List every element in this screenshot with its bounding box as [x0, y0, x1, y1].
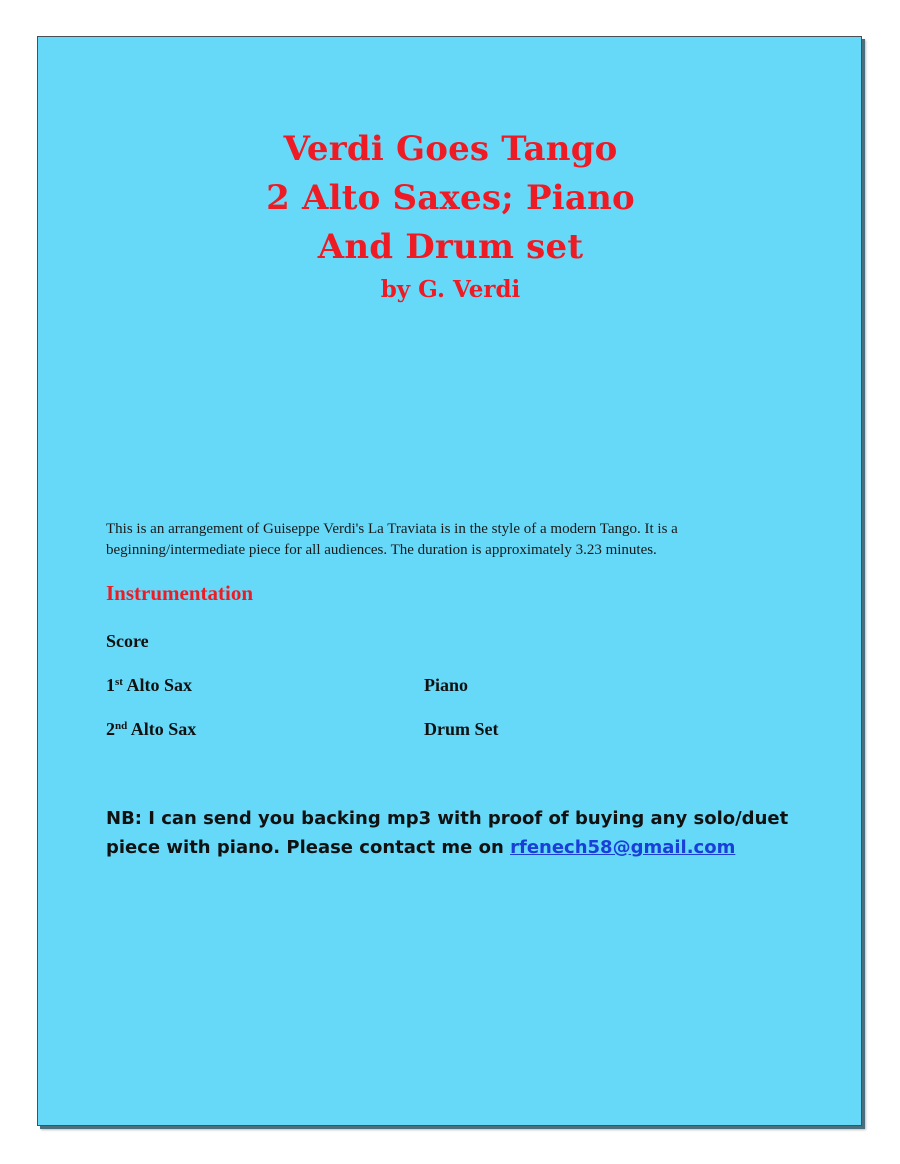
instrument-second-alto-sax: [106, 719, 196, 740]
first-alto-label: Alto Sax: [122, 675, 192, 695]
title-block: [38, 125, 863, 308]
instrument-first-alto-sax: [106, 675, 192, 696]
title-line-3: And Drum set: [317, 227, 584, 267]
instrumentation-heading: Instrumentation: [106, 581, 254, 605]
title-line-2: 2 Alto Saxes; Piano: [266, 178, 635, 218]
description-paragraph: This is an arrangement of Guiseppe Verdi's La Traviata is in the style of a modern Tango. It is a beginning/intermediate piece for all audiences. The duration is approximately 3.23 minutes.: [106, 521, 678, 558]
note-text: NB: I can send you backing mp3 with proof of buying any solo/duet piece with piano. Please contact me on: [106, 808, 789, 858]
composer-byline: by G. Verdi: [380, 276, 521, 303]
instrument-score: Score: [106, 631, 149, 651]
email-link[interactable]: rfenech58@gmail.com: [510, 837, 736, 858]
second-alto-number: 2: [106, 719, 115, 739]
title-line-1: Verdi Goes Tango: [283, 129, 618, 169]
second-alto-ordinal: nd: [115, 720, 128, 732]
backing-track-note: [106, 804, 826, 862]
instrument-piano: Piano: [424, 675, 469, 695]
cover-page: [37, 36, 862, 1126]
instrument-drum-set: Drum Set: [424, 719, 499, 739]
first-alto-number: 1: [106, 675, 115, 695]
first-alto-ordinal: st: [115, 676, 123, 688]
second-alto-label: Alto Sax: [127, 719, 197, 739]
